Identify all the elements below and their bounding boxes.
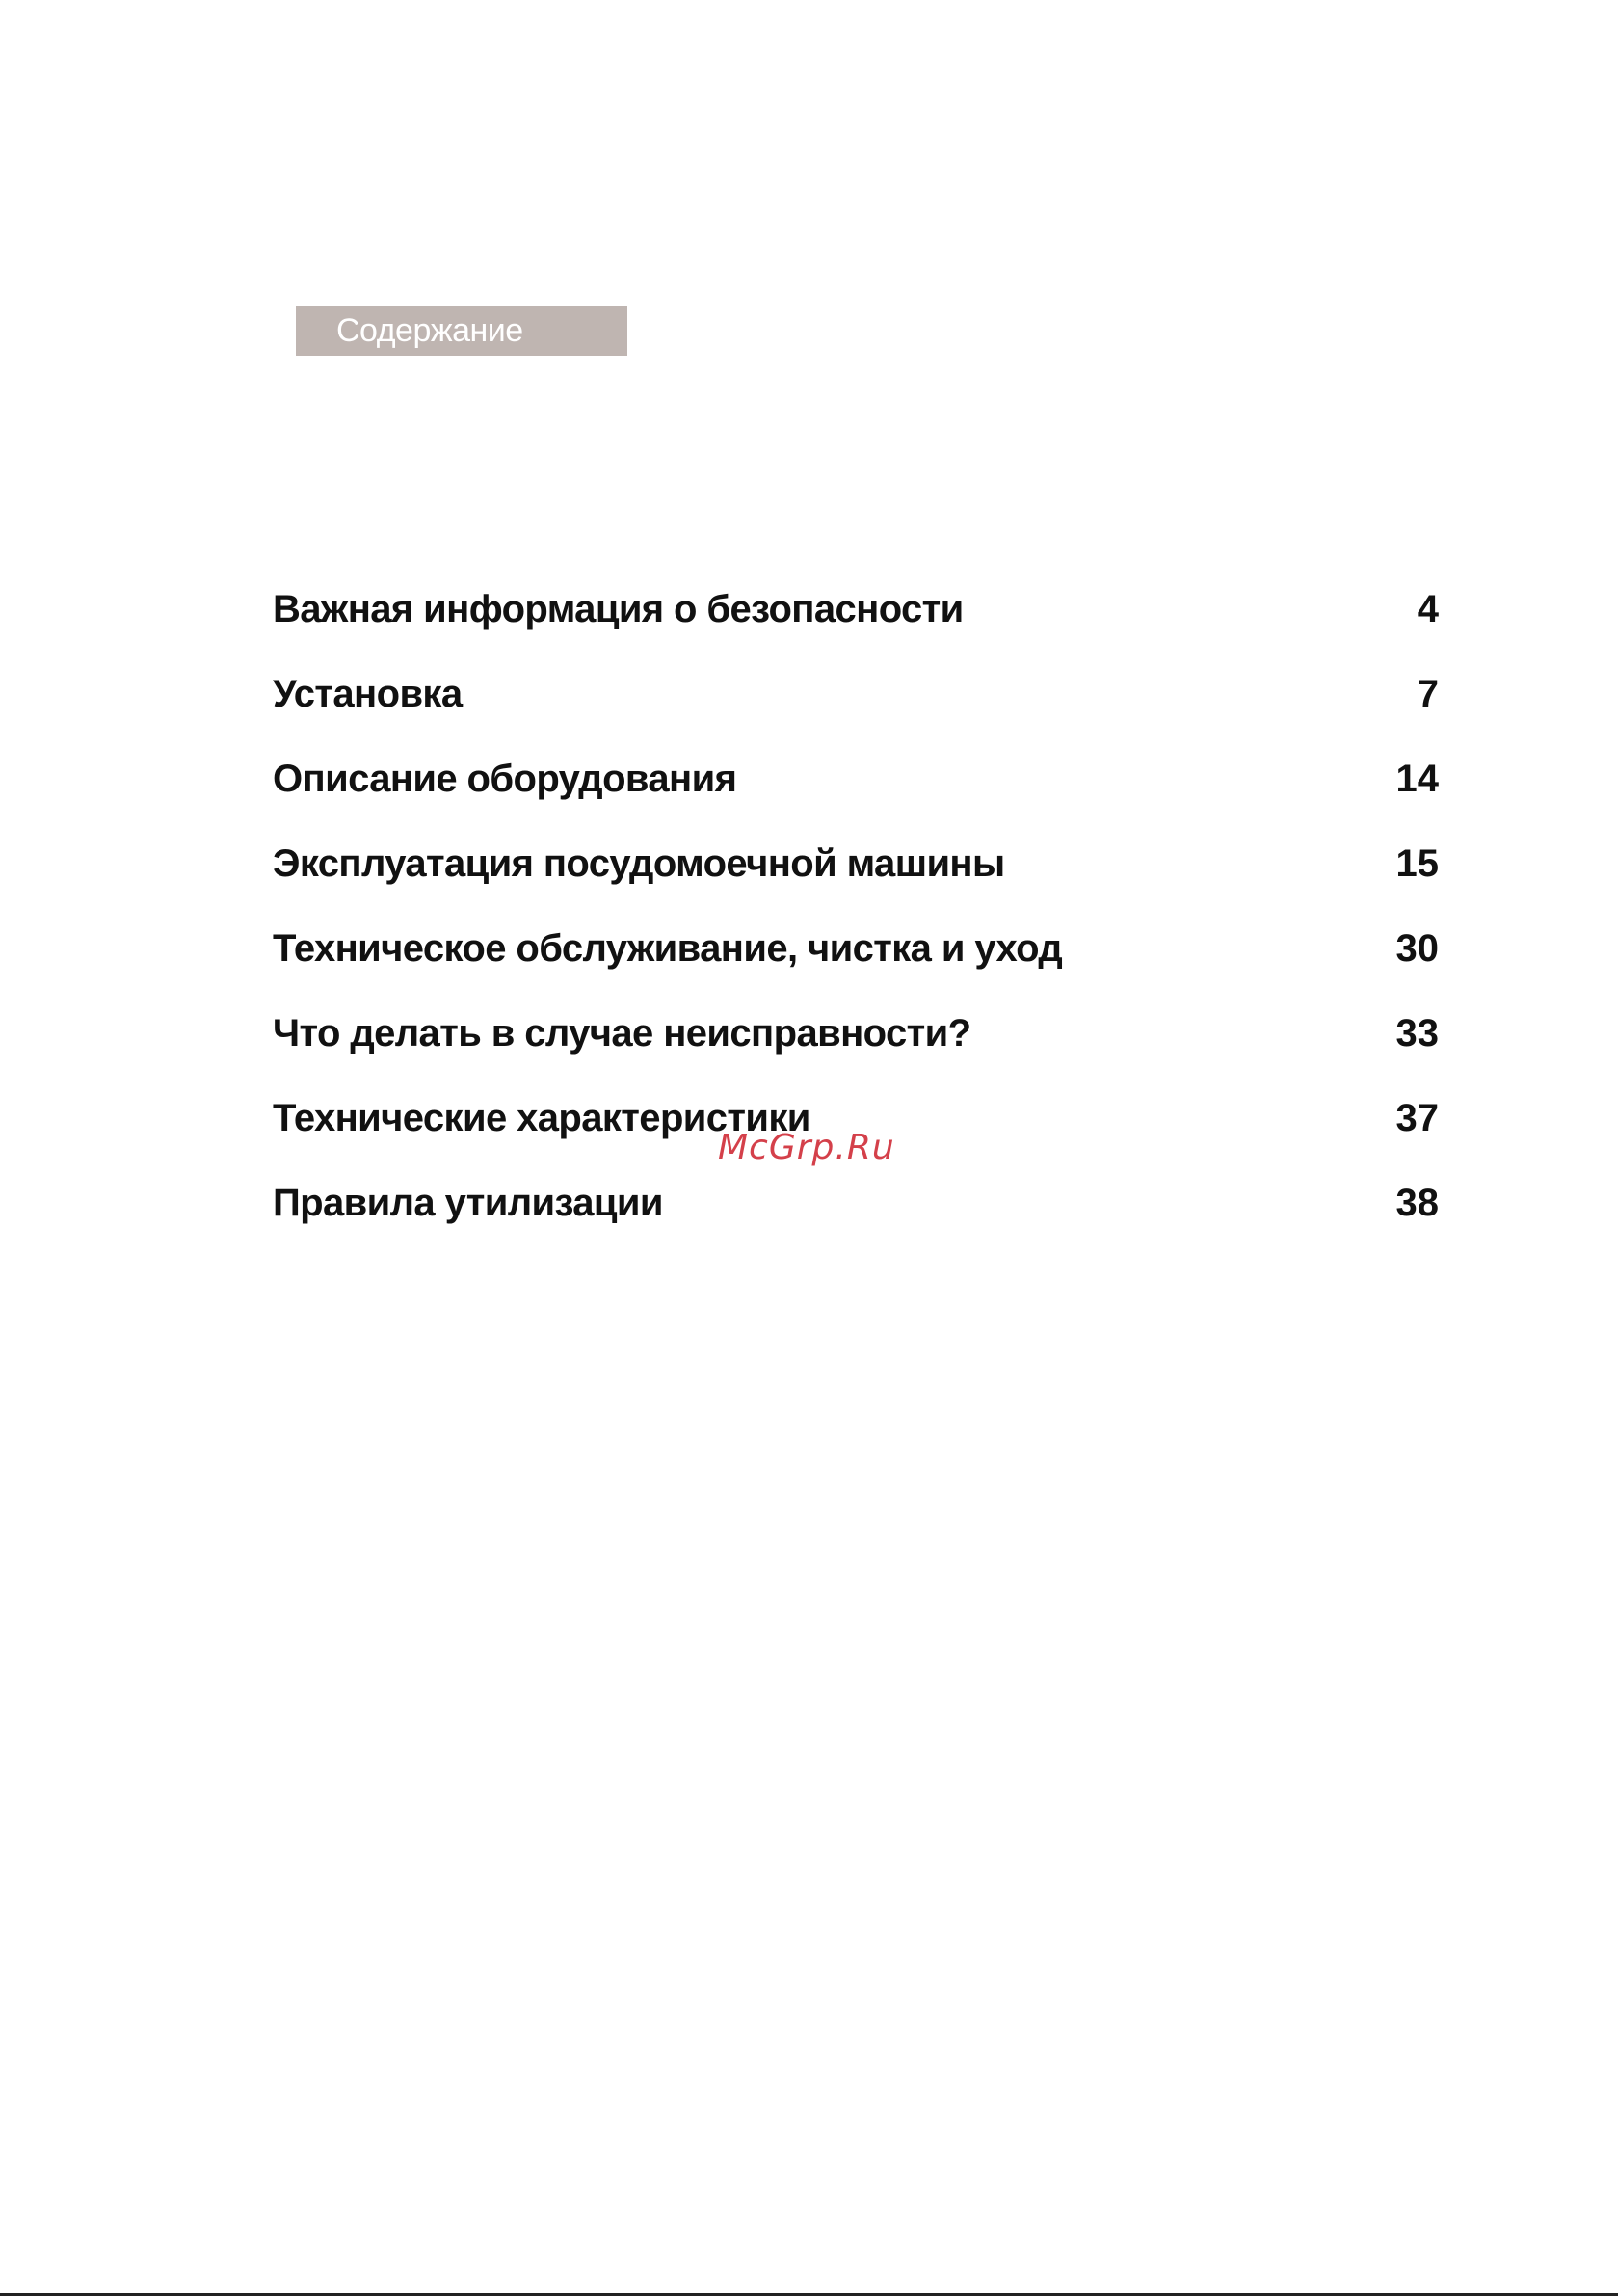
toc-entry-page-number: 38 — [1395, 1181, 1439, 1224]
toc-entry-title: Установка — [273, 672, 463, 715]
toc-entry-page-number: 30 — [1395, 926, 1439, 970]
toc-entry-page-number: 14 — [1395, 757, 1439, 800]
toc-entry-title: Эксплуатация посудомоечной машины — [273, 841, 1005, 885]
toc-heading: Содержание — [296, 306, 627, 356]
toc-entry[interactable] — [273, 991, 1439, 1076]
toc-entry[interactable] — [273, 821, 1439, 906]
toc-entry-title: Технические характеристики — [273, 1096, 810, 1139]
toc-entry-title: Что делать в случае неисправности? — [273, 1011, 971, 1055]
toc-entry-page-number: 15 — [1395, 841, 1439, 885]
toc-entry-page-number: 37 — [1395, 1096, 1439, 1139]
toc-entry-title: Техническое обслуживание, чистка и уход — [273, 926, 1063, 970]
toc-entry-title: Важная информация о безопасности — [273, 587, 964, 630]
toc-entry-page-number: 7 — [1417, 672, 1439, 715]
toc-entry-page-number: 33 — [1395, 1011, 1439, 1055]
toc-entry-title: Описание оборудования — [273, 757, 737, 800]
toc-entry[interactable] — [273, 567, 1439, 652]
toc-entry[interactable] — [273, 906, 1439, 991]
watermark: McGrp.Ru — [718, 1128, 895, 1167]
toc-entry-page-number: 4 — [1417, 587, 1439, 630]
toc-entry[interactable] — [273, 736, 1439, 821]
toc-entry[interactable] — [273, 1161, 1439, 1245]
toc-entry[interactable] — [273, 652, 1439, 736]
toc-entry-title: Правила утилизации — [273, 1181, 663, 1224]
